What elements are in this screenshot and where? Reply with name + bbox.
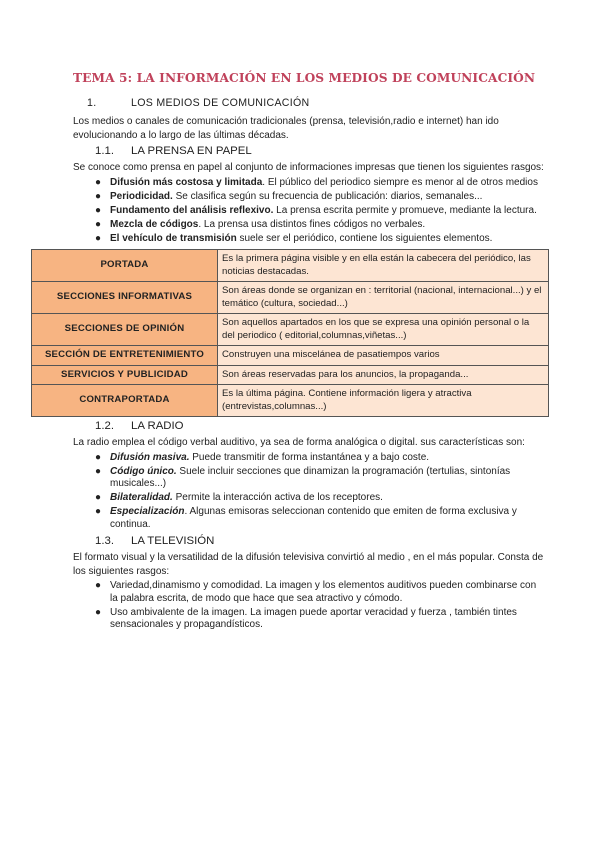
section-heading-medios — [87, 97, 546, 109]
list-item — [73, 177, 546, 190]
list-item — [73, 205, 546, 218]
subsection-number: 1.3. — [95, 535, 114, 547]
table-cell-description: Son áreas reservadas para los anuncios, la propaganda... — [218, 365, 549, 385]
table-cell-label: SECCIONES DE OPINIÓN — [32, 314, 218, 346]
subsection-heading-prensa — [95, 145, 546, 157]
list-item-term: Fundamento del análisis reflexivo. — [110, 204, 274, 216]
tv-bullet-list — [73, 580, 546, 632]
section-number: 1. — [87, 97, 97, 109]
list-item-text: suele ser el periódico, contiene los siguientes elementos. — [236, 232, 493, 244]
subsection-title: LA TELEVISIÓN — [131, 535, 215, 547]
list-item-text: Se clasifica según su frecuencia de publicación: diarios, semanales... — [172, 190, 483, 202]
list-item-term: Periodicidad. — [110, 190, 173, 202]
list-item-text: La prensa escrita permite y promueve, mediante la lectura. — [273, 204, 537, 216]
bullet-icon: ● — [95, 465, 102, 477]
tv-intro: El formato visual y la versatilidad de la difusión televisiva convirtió al medio , en el más popular. Consta de los siguientes rasgos: — [73, 552, 544, 577]
prensa-intro: Se conoce como prensa en papel al conjunto de informaciones impresas que tienen los siguientes rasgos: — [73, 162, 544, 173]
table-cell-description: Construyen una miscelánea de pasatiempos varios — [218, 346, 549, 366]
list-item — [73, 580, 546, 605]
list-item-text: Uso ambivalente de la imagen. La imagen puede aportar veracidad y fuerza , también tintes sensacionales y propagandísticos. — [110, 606, 517, 630]
bullet-icon: ● — [95, 190, 102, 202]
section-intro-medios: Los medios o canales de comunicación tradicionales (prensa, televisión,radio e internet) han ido evolucionando a lo largo de las últimas décadas. — [73, 116, 499, 141]
bullet-icon: ● — [95, 580, 102, 591]
list-item-text: Suele incluir secciones que dinamizan la programación (tertulias, sintonías musicales...) — [110, 465, 511, 489]
list-item-term: El vehículo de transmisión — [110, 232, 237, 244]
bullet-icon: ● — [95, 451, 102, 463]
subsection-title: LA RADIO — [131, 420, 184, 432]
list-item-term: Código único. — [110, 465, 177, 477]
table-row — [32, 250, 549, 282]
list-item-text: . El público del periodico siempre es menor al de otros medios — [262, 176, 538, 188]
list-item — [73, 466, 546, 491]
table-cell-description: Es la última página. Contiene información ligera y atractiva (entrevistas,columnas...) — [218, 385, 549, 417]
bullet-icon: ● — [95, 606, 102, 618]
list-item-text: Puede transmitir de forma instantánea y a bajo coste. — [189, 451, 430, 463]
list-item-term: Difusión más costosa y limitada — [110, 176, 263, 188]
list-item-text: Variedad,dinamismo y comodidad. La imagen y los elementos auditivos pueden combinarse con la palabra escrita, de modo que hace que sea atractivo y cómodo. — [110, 580, 537, 604]
table-row — [32, 314, 549, 346]
subsection-title: LA PRENSA EN PAPEL — [131, 145, 252, 157]
table-cell-label: SECCIÓN DE ENTRETENIMIENTO — [32, 346, 218, 366]
table-cell-description: Son áreas donde se organizan en : territorial (nacional, internacional...) y el temático (cultura, sociedad...) — [218, 282, 549, 314]
table-row — [32, 282, 549, 314]
list-item — [73, 607, 546, 632]
subsection-heading-radio — [95, 420, 546, 432]
list-item-text: Permite la interacción activa de los receptores. — [172, 492, 383, 503]
table-cell-label: SERVICIOS Y PUBLICIDAD — [32, 365, 218, 385]
bullet-icon: ● — [95, 232, 102, 244]
list-item — [73, 452, 546, 465]
list-item-term: Bilateralidad. — [110, 492, 173, 503]
bullet-icon: ● — [95, 204, 102, 216]
subsection-heading-tv — [95, 535, 546, 547]
bullet-icon: ● — [95, 506, 102, 517]
table-row — [32, 346, 549, 366]
list-item — [73, 219, 546, 232]
list-item — [73, 233, 546, 246]
table-row — [32, 365, 549, 385]
bullet-icon: ● — [95, 176, 102, 188]
list-item-text: . La prensa usa distintos fines códigos no verbales. — [198, 218, 426, 230]
list-item-text: . Algunas emisoras seleccionan contenido que emiten de forma exclusiva y continua. — [110, 506, 517, 530]
list-item-term: Mezcla de códigos — [110, 218, 199, 230]
document-title: TEMA 5: LA INFORMACIÓN EN LOS MEDIOS DE COMUNICACIÓN — [73, 71, 536, 85]
table-cell-description: Son aquellos apartados en los que se expresa una opinión personal o la del periodico ( editorial,columnas,viñetas...) — [218, 314, 549, 346]
list-item — [73, 506, 546, 531]
table-cell-label: SECCIONES INFORMATIVAS — [32, 282, 218, 314]
bullet-icon: ● — [95, 218, 102, 230]
radio-intro: La radio emplea el código verbal auditivo, ya sea de forma analógica o digital. sus características son: — [73, 437, 525, 448]
newspaper-sections-table — [31, 249, 549, 417]
table-cell-label: CONTRAPORTADA — [32, 385, 218, 417]
subsection-number: 1.2. — [95, 420, 114, 432]
list-item — [73, 191, 546, 204]
table-row — [32, 385, 549, 417]
radio-bullet-list — [73, 452, 546, 532]
section-title: LOS MEDIOS DE COMUNICACIÓN — [131, 97, 310, 109]
list-item-term: Especialización — [110, 506, 185, 517]
bullet-icon: ● — [95, 492, 102, 503]
table-cell-label: PORTADA — [32, 250, 218, 282]
list-item — [73, 492, 546, 505]
subsection-number: 1.1. — [95, 145, 114, 157]
table-cell-description: Es la primera página visible y en ella están la cabecera del periódico, las noticias destacadas. — [218, 250, 549, 282]
list-item-term: Difusión masiva. — [110, 451, 190, 463]
prensa-bullet-list — [73, 177, 546, 246]
